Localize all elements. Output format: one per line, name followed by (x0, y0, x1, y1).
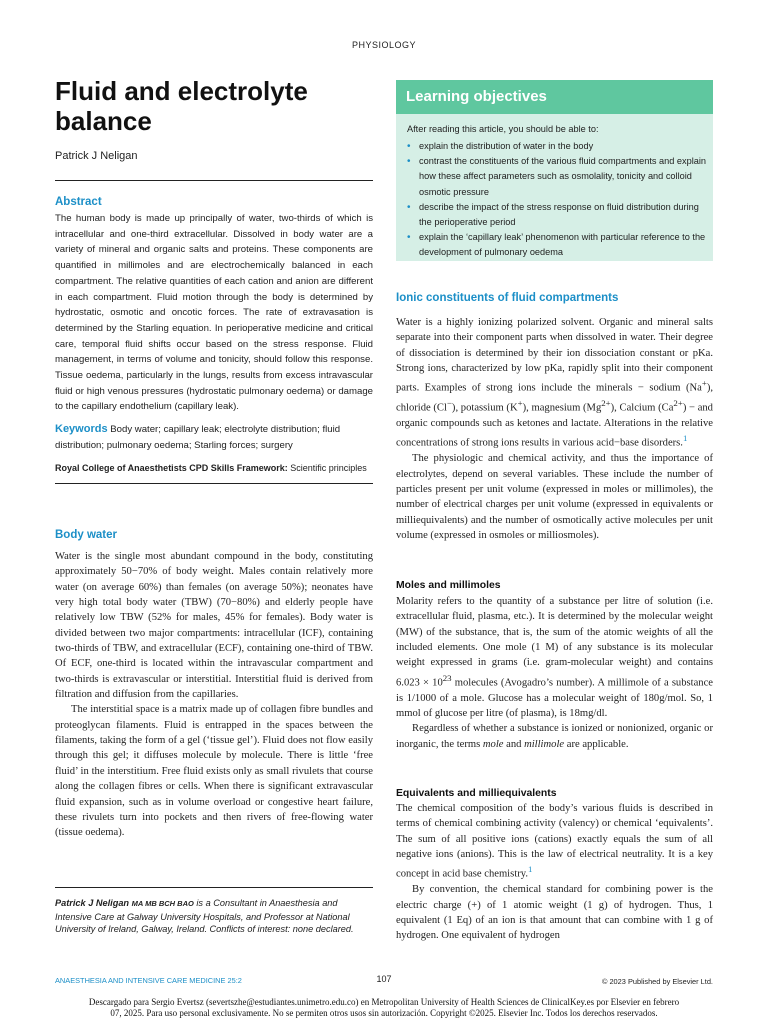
copyright: © 2023 Published by Elsevier Ltd. (601, 977, 713, 986)
moles-heading: Moles and millimoles (396, 580, 501, 591)
download-notice: Descargado para Sergio Evertsz (severtszhe@estudiantes.unimetro.edu.co) en Metropolitan University of Health Sciences de ClinicalKey.es por Elsevier en febrero 07, 2025. Para uso personal exclusivamente. No se permiten otros usos sin autorización. Copyright ©2025. Elsevier Inc. Todos los derechos reservados. (88, 997, 680, 1018)
abstract-text: The human body is made up principally of water, two-thirds of which is intracellular and one-third extracellular. Dissolved in body water are a variety of mineral and organic salts and proteins. These components are quantified in millimoles and are electrochemically balanced in each compartment. The relative quantities of each cation and anion are different in each compartment. Fluid motion through the body is determined by hydrostatic, osmotic and oncotic forces. The rate of extravasation is determined by the Starling equation. In perioperative medicine and critical care, temporal fluid shifts occur based on the stress response. Fluid management, in terms of volume and tonicity, should follow this response. Tissue oedema, particularly in the lungs, results from excess intravascular fluid or high venous pressures (hydrostatic pulmonary oedema) or damage to the capillary endothelium (capillary leak). (55, 213, 373, 413)
moles-text (396, 594, 713, 752)
ionic-heading: Ionic constituents of fluid compartments (396, 292, 619, 304)
list-item: • explain the ‘capillary leak’ phenomenon with particular reference to the development of pulmonary oedema (407, 232, 706, 258)
learning-objectives-heading: Learning objectives (396, 80, 713, 114)
divider (55, 483, 373, 484)
bio-credentials: MA MB BCH BAO (131, 899, 194, 908)
bullet-icon: • (407, 201, 411, 213)
section-label: PHYSIOLOGY (351, 40, 417, 50)
equivalents-text (396, 801, 713, 944)
paragraph: By convention, the chemical standard for combining power is the electric charge (+) of 1 atomic weight (1 g) of hydrogen. Thus, 1 equivalent (1 Eq) of an ion is that amount that can combine with 1 g of hydrogen. One equivalent of hydrogen (396, 884, 713, 942)
paragraph: Water is a highly ionizing polarized solvent. Organic and mineral salts separate into their component parts when dissolved in water. Their degree of dissociation is determined by their ion dissociation constant or pKa. Strong ions, characterized by low pKa, rapidly split into their component parts. Examples of strong ions include the minerals − sodium (Na+), chloride (Cl−), potassium (K+), magnesium $(Mg^{2+})$, Calcium $(Ca^{2+})$ − and organic compounds such as ketones and lactate. Alterations in the relative concentrations of strong ions results in various acid−base disorders.$^1$ (396, 317, 713, 449)
cpd-text: Scientific principles (290, 463, 367, 473)
author-name: Patrick J Neligan (55, 150, 138, 162)
keywords-label: Keywords (55, 423, 108, 435)
paragraph: The physiologic and chemical activity, and thus the importance of electrolytes, depend on several variables. These include the number of particles present per unit volume (expressed in moles or millimoles), the number of electrical charges per unit volume (expressed in equivalents or milliequivalents) and the number of osmotically active molecules per unit volume (expressed in osmoles or milliosmoles). (396, 453, 713, 542)
bullet-icon: • (407, 156, 411, 168)
article-title (55, 76, 375, 136)
bio-name: Patrick J Neligan (55, 898, 130, 908)
divider (55, 887, 373, 888)
ionic-text (396, 315, 713, 543)
paragraph: Molarity refers to the quantity of a substance per litre of solution (i.e. extracellular fluid, plasma, etc.). It is determined by the molecular weight (MW) of the substance, that is, the sum of the atomic weights of all the included elements. One mole (1 M) of any substance is its molecular weight expressed in grams (i.e. gram-molecular weight) and contains $6.023 \times 10^{23}$ molecules (Avogadro’s number). A millimole of a substance is 1/1000 of a mole. Glucose has a molecular weight of 180g/mol. So, 1 mmol of glucose per litre (of plasma), is 18mg/dl. (396, 596, 713, 719)
equivalents-heading: Equivalents and milliequivalents (396, 788, 557, 799)
body-water-heading: Body water (55, 529, 117, 541)
cpd-label: Royal College of Anaesthetists CPD Skills Framework: (55, 463, 288, 473)
abstract-heading: Abstract (55, 196, 102, 208)
cpd-framework (55, 463, 367, 473)
reference-link[interactable]: 1 (527, 864, 533, 875)
title-line-2: balance (55, 106, 152, 136)
reference-link[interactable]: 1 (682, 433, 688, 444)
keywords-text: Body water; capillary leak; electrolyte distribution; fluid distribution; pulmonary oedema; Starling forces; surgery (55, 424, 341, 451)
bullet-icon: • (407, 141, 411, 152)
page-number: 107 (376, 974, 392, 984)
bio-text: is a Consultant in Anaesthesia and Intensive Care at Galway University Hospitals, and Professor at National University of Ireland, Galway, Ireland. Conflicts of interest: none declared. (55, 898, 354, 935)
list-item: • describe the impact of the stress response on fluid distribution during the perioperative period (407, 201, 699, 228)
list-item: • explain the distribution of water in the body (407, 139, 707, 154)
author-bio (55, 897, 373, 936)
learning-objectives-intro: After reading this article, you should be able to: (407, 124, 599, 134)
paragraph: The interstitial space is a matrix made up of collagen fibre bundles and proteoglycan filaments. Fluid is entrapped in the spaces between the filaments, taking the form of a gel (‘tissue gel’). Fluid does not flow easily through this gel; it diffuses molecule by molecule. There is little ‘free fluid’ in the interstitium. Free fluid exists only as small rivulets that course along the collagen fibres or cells. When there is significant extravascular fluid expansion, such as in volume overload or congestive heart failure, these rivulets turn into pockets and then rivers of free-flowing water (tissue oedema). (55, 704, 373, 839)
list-item: • contrast the constituents of the various fluid compartments and explain how these affect parameters such as osmolality, tonicity and colloid osmotic pressure (407, 156, 707, 197)
keywords (55, 422, 373, 453)
title-line-1: Fluid and electrolyte (55, 76, 308, 106)
divider (55, 180, 373, 181)
bullet-icon: • (407, 232, 411, 244)
journal-name: ANAESTHESIA AND INTENSIVE CARE MEDICINE 25:2 (55, 976, 242, 985)
paragraph: Regardless of whether a substance is ionized or nonionized, organic or inorganic, the terms mole and millimole are applicable. (396, 723, 713, 750)
body-water-text (55, 549, 373, 841)
paragraph: Water is the single most abundant compound in the body, constituting approximately 50−70% of body weight. Males contain relatively more water (on average 60%) than females (on average 50%); neonates have very high total body water (TBW) (70−80%) and elderly people have relatively low TBW (52% for males, 45% for females). Body water is divided between two major compartments: intracellular (ICF), containing two-thirds of TBW, and extracellular (ECF), containing one-third of TBW. Of ECF, one-third is located within the intravascular compartment and two-thirds is extravascular or interstitial. Interstitial fluid is derived from filtration and diffusion from the capillaries. (55, 551, 373, 701)
paragraph: The chemical composition of the body’s various fluids is described in terms of chemical combining activity (valency) or chemical ‘equivalents’. The sum of all positive ions (cations) exactly equals the sum of all negative ions (anions). This is the law of electrical neutrality. It is a key concept in acid base chemistry.$^1$ (396, 803, 713, 880)
learning-objectives-list (407, 139, 707, 261)
learning-objectives-box (396, 80, 713, 261)
